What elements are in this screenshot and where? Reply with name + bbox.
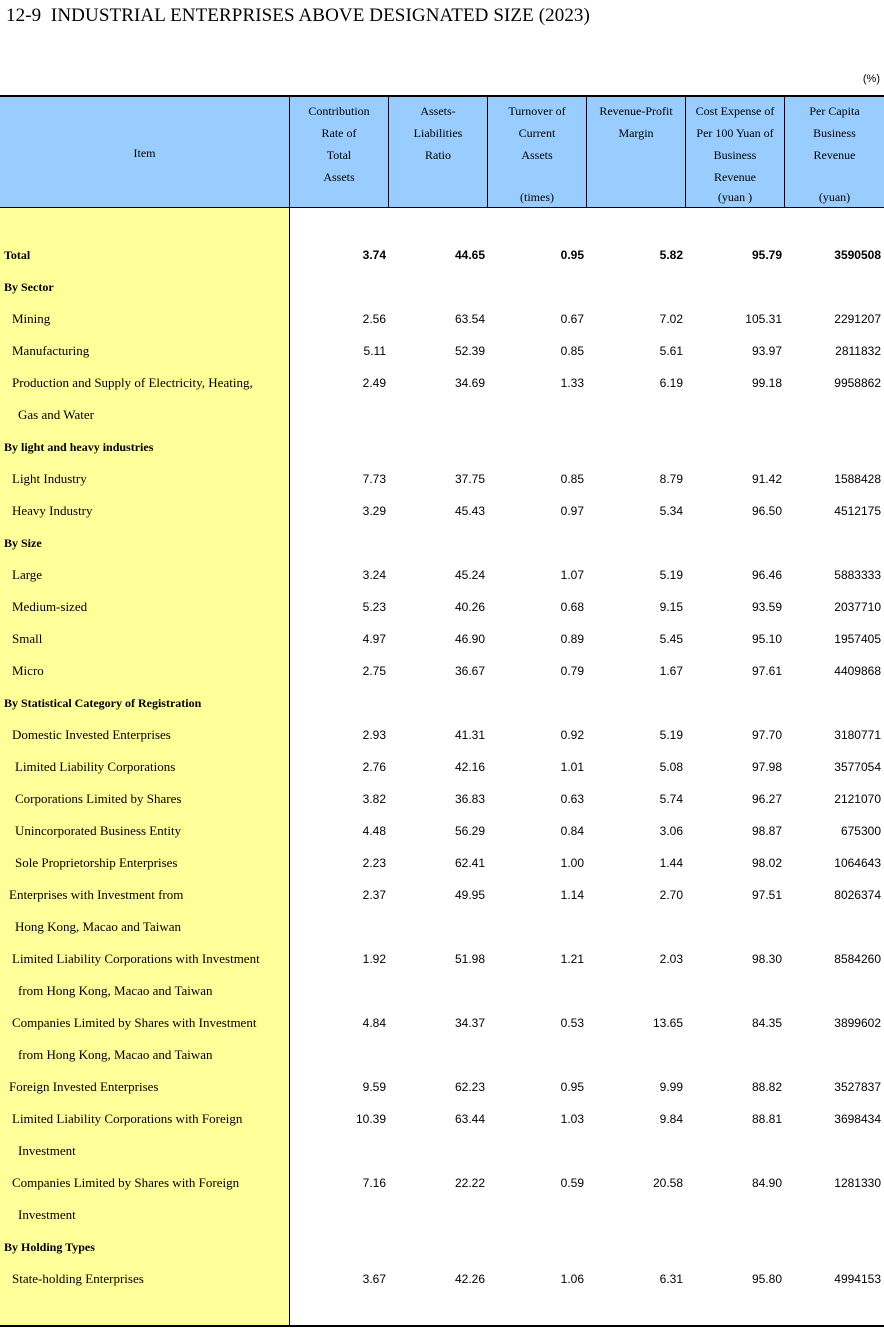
table-cell: 13.65: [652, 1016, 683, 1030]
table-cell: 3590508: [834, 248, 881, 262]
statistics-table: [0, 95, 884, 1327]
table-cell: 95.80: [751, 1272, 782, 1286]
row-label: Investment: [18, 1143, 76, 1158]
table-cell: 1957405: [834, 632, 881, 646]
table-row: [0, 1007, 884, 1039]
header-line: Total: [326, 148, 352, 162]
table-cell: 2.03: [659, 952, 683, 966]
table-cell: 1588428: [834, 472, 881, 486]
header-line: Liabilities: [413, 126, 463, 140]
table-cell: 98.87: [751, 824, 782, 838]
header-unit: (yuan): [818, 190, 851, 204]
table-cell: 49.95: [454, 888, 485, 902]
table-row: [0, 303, 884, 335]
table-cell: 5.45: [659, 632, 683, 646]
table-row: [0, 1103, 884, 1135]
table-cell: 0.92: [560, 728, 584, 742]
table-cell: 51.98: [454, 952, 485, 966]
table-cell: 3180771: [834, 728, 881, 742]
table-cell: 34.37: [454, 1016, 485, 1030]
table-cell: 1.44: [659, 856, 683, 870]
table-row: [0, 847, 884, 879]
section-heading-row: [0, 1231, 884, 1263]
row-label: Micro: [12, 663, 44, 678]
row-label: By Size: [4, 536, 42, 550]
table-cell: 34.69: [454, 376, 485, 390]
table-cell: 1281330: [834, 1176, 881, 1190]
table-row: [0, 751, 884, 783]
header-cost-expense: [686, 97, 784, 207]
table-cell: 45.43: [454, 504, 485, 518]
table-cell: 36.67: [454, 664, 485, 678]
table-bottom-rule: [0, 1325, 884, 1327]
table-cell: 3.82: [362, 792, 386, 806]
table-cell: 93.59: [751, 600, 782, 614]
table-cell: 1.03: [560, 1112, 584, 1126]
header-line: Revenue: [813, 148, 856, 162]
header-line: Margin: [618, 126, 654, 140]
table-cell: 42.26: [454, 1272, 485, 1286]
table-cell: 84.35: [751, 1016, 782, 1030]
table-cell: 0.84: [560, 824, 584, 838]
row-label: Limited Liability Corporations: [15, 759, 176, 774]
table-cell: 93.97: [751, 344, 782, 358]
header-line: Revenue: [714, 170, 756, 184]
table-cell: 2291207: [834, 312, 881, 326]
table-cell: 4.97: [362, 632, 386, 646]
header-line: Assets: [323, 170, 355, 184]
table-row: [0, 495, 884, 527]
table-cell: 5.08: [659, 760, 683, 774]
row-label: Large: [12, 567, 43, 582]
table-cell: 5.19: [659, 728, 683, 742]
table-cell: 105.31: [745, 312, 782, 326]
table-cell: 1.14: [560, 888, 584, 902]
table-cell: 97.61: [751, 664, 782, 678]
table-cell: 41.31: [454, 728, 485, 742]
table-cell: 1.92: [362, 952, 386, 966]
table-row: [0, 1071, 884, 1103]
table-cell: 3.74: [362, 248, 386, 262]
header-item-label: Item: [133, 146, 156, 160]
table-cell: 675300: [840, 824, 881, 838]
table-cell: 4994153: [834, 1272, 881, 1286]
table-cell: 1.67: [659, 664, 683, 678]
section-heading-row: [0, 527, 884, 559]
table-cell: 1.33: [560, 376, 584, 390]
table-cell: 1.00: [560, 856, 584, 870]
table-cell: 4.84: [362, 1016, 386, 1030]
table-cell: 10.39: [355, 1112, 386, 1126]
row-label: Corporations Limited by Shares: [15, 791, 182, 806]
row-label: Unincorporated Business Entity: [15, 823, 182, 838]
table-cell: 2.37: [362, 888, 386, 902]
table-cell: 5.19: [659, 568, 683, 582]
row-label: Domestic Invested Enterprises: [12, 727, 171, 742]
table-cell: 0.53: [560, 1016, 584, 1030]
table-cell: 9.15: [659, 600, 683, 614]
table-cell: 3698434: [834, 1112, 881, 1126]
row-label: from Hong Kong, Macao and Taiwan: [18, 1047, 213, 1062]
table-cell: 96.27: [751, 792, 782, 806]
table-cell: 1.01: [560, 760, 584, 774]
table-cell: 1.07: [560, 568, 584, 582]
table-row: [0, 591, 884, 623]
table-cell: 4409868: [834, 664, 881, 678]
header-line: Rate of: [321, 126, 357, 140]
row-label: Light Industry: [12, 471, 87, 486]
table-cell: 37.75: [454, 472, 485, 486]
table-cell: 1.06: [560, 1272, 584, 1286]
table-cell: 2.76: [362, 760, 386, 774]
header-unit: (times): [520, 190, 554, 204]
table-cell: 63.54: [454, 312, 485, 326]
header-line: Turnover of: [508, 104, 566, 118]
row-label: Limited Liability Corporations with Investment: [12, 951, 260, 966]
table-cell: 36.83: [454, 792, 485, 806]
table-cell: 4512175: [834, 504, 881, 518]
table-row: [0, 879, 884, 911]
continuation-row: [0, 911, 884, 943]
table-cell: 0.85: [560, 344, 584, 358]
table-cell: 3527837: [834, 1080, 881, 1094]
table-cell: 1064643: [834, 856, 881, 870]
table-cell: 0.85: [560, 472, 584, 486]
table-cell: 0.89: [560, 632, 584, 646]
table-cell: 7.16: [362, 1176, 386, 1190]
header-assets-liabilities: [389, 97, 487, 207]
table-cell: 1.21: [560, 952, 584, 966]
table-cell: 8.79: [659, 472, 683, 486]
row-label: Total: [4, 248, 31, 262]
header-line: Contribution: [308, 104, 370, 118]
table-cell: 2.70: [659, 888, 683, 902]
table-cell: 5.34: [659, 504, 683, 518]
row-label: Hong Kong, Macao and Taiwan: [15, 919, 182, 934]
table-cell: 2.56: [362, 312, 386, 326]
page-title: 12-9 INDUSTRIAL ENTERPRISES ABOVE DESIGNATED SIZE (2023): [6, 5, 590, 26]
table-cell: 9.99: [659, 1080, 683, 1094]
table-cell: 7.73: [362, 472, 386, 486]
table-cell: 0.95: [560, 1080, 584, 1094]
table-cell: 2.49: [362, 376, 386, 390]
continuation-row: [0, 1199, 884, 1231]
table-cell: 2037710: [834, 600, 881, 614]
table-cell: 3.29: [362, 504, 386, 518]
header-line: Assets-: [420, 104, 456, 118]
row-label: Limited Liability Corporations with Foreign: [12, 1111, 243, 1126]
table-row: [0, 463, 884, 495]
table-cell: 5.74: [659, 792, 683, 806]
table-row: [0, 815, 884, 847]
table-cell: 95.79: [751, 248, 782, 262]
row-label: Mining: [12, 311, 51, 326]
table-cell: 3.24: [362, 568, 386, 582]
row-label: Manufacturing: [12, 343, 90, 358]
header-revenue-profit: [587, 97, 685, 207]
header-turnover: [488, 97, 586, 207]
table-cell: 0.67: [560, 312, 584, 326]
section-heading-row: [0, 431, 884, 463]
table-cell: 62.23: [454, 1080, 485, 1094]
table-cell: 8026374: [834, 888, 881, 902]
table-row: [0, 239, 884, 271]
continuation-row: [0, 1039, 884, 1071]
table-row: [0, 655, 884, 687]
row-label: Medium-sized: [12, 599, 88, 614]
table-cell: 5883333: [834, 568, 881, 582]
table-cell: 6.19: [659, 376, 683, 390]
table-cell: 7.02: [659, 312, 683, 326]
table-cell: 9.84: [659, 1112, 683, 1126]
table-row: [0, 559, 884, 591]
table-cell: 2121070: [834, 792, 881, 806]
table-cell: 3577054: [834, 760, 881, 774]
header-line: Cost Expense of: [695, 104, 775, 118]
row-label: Sole Proprietorship Enterprises: [15, 855, 178, 870]
header-line: Ratio: [425, 148, 451, 162]
table-cell: 97.98: [751, 760, 782, 774]
row-label: Companies Limited by Shares with Investment: [12, 1015, 257, 1030]
table-cell: 3899602: [834, 1016, 881, 1030]
table-cell: 8584260: [834, 952, 881, 966]
unit-note: (%): [862, 73, 880, 85]
row-label: Gas and Water: [18, 407, 94, 422]
table-cell: 56.29: [454, 824, 485, 838]
table-cell: 6.31: [659, 1272, 683, 1286]
header-line: Business: [813, 126, 856, 140]
table-cell: 45.24: [454, 568, 485, 582]
row-label: Foreign Invested Enterprises: [9, 1079, 159, 1094]
row-label: from Hong Kong, Macao and Taiwan: [18, 983, 213, 998]
table-cell: 99.18: [751, 376, 782, 390]
table-cell: 98.02: [751, 856, 782, 870]
table-cell: 22.22: [454, 1176, 485, 1190]
row-label: By Holding Types: [4, 1240, 95, 1254]
table-row: [0, 335, 884, 367]
table-row: [0, 1167, 884, 1199]
continuation-row: [0, 399, 884, 431]
table-cell: 9958862: [834, 376, 881, 390]
header-line: Current: [518, 126, 556, 140]
table-cell: 0.79: [560, 664, 584, 678]
header-unit: (yuan ): [717, 190, 753, 204]
table-cell: 88.81: [751, 1112, 782, 1126]
table-cell: 0.97: [560, 504, 584, 518]
table-cell: 88.82: [751, 1080, 782, 1094]
table-cell: 42.16: [454, 760, 485, 774]
continuation-row: [0, 1135, 884, 1167]
row-label: Heavy Industry: [12, 503, 93, 518]
table-cell: 5.11: [363, 344, 386, 358]
table-row: [0, 623, 884, 655]
row-label: By light and heavy industries: [4, 440, 154, 454]
row-label: Enterprises with Investment from: [9, 887, 184, 902]
header-bottom-rule: [0, 207, 884, 208]
table-cell: 97.70: [751, 728, 782, 742]
header-per-capita: [785, 97, 884, 207]
table-cell: 52.39: [454, 344, 485, 358]
table-cell: 5.82: [659, 248, 683, 262]
table-cell: 91.42: [751, 472, 782, 486]
table-cell: 0.68: [560, 600, 584, 614]
table-cell: 46.90: [454, 632, 485, 646]
header-contribution-rate: [290, 97, 388, 207]
table-row: [0, 367, 884, 399]
continuation-row: [0, 975, 884, 1007]
table-cell: 96.46: [751, 568, 782, 582]
row-label: By Statistical Category of Registration: [4, 696, 202, 710]
row-label: Investment: [18, 1207, 76, 1222]
table-row: [0, 783, 884, 815]
table-row: [0, 1263, 884, 1295]
header-item: [0, 97, 289, 207]
header-line: Business: [713, 148, 757, 162]
row-label: By Sector: [4, 280, 54, 294]
table-cell: 96.50: [751, 504, 782, 518]
table-cell: 97.51: [751, 888, 782, 902]
table-cell: 95.10: [751, 632, 782, 646]
table-row: [0, 943, 884, 975]
header-line: Per 100 Yuan of: [696, 126, 774, 140]
table-cell: 2.93: [362, 728, 386, 742]
table-cell: 84.90: [751, 1176, 782, 1190]
table-cell: 5.61: [659, 344, 683, 358]
table-cell: 63.44: [454, 1112, 485, 1126]
table-cell: 9.59: [362, 1080, 386, 1094]
table-cell: 0.95: [560, 248, 584, 262]
table-cell: 2811832: [835, 344, 881, 358]
table-cell: 20.58: [652, 1176, 683, 1190]
table-row: [0, 719, 884, 751]
table-cell: 62.41: [454, 856, 485, 870]
table-cell: 3.06: [659, 824, 683, 838]
table-cell: 44.65: [454, 248, 485, 262]
table-cell: 3.67: [362, 1272, 386, 1286]
table-cell: 4.48: [362, 824, 386, 838]
table-cell: 0.59: [560, 1176, 584, 1190]
table-cell: 2.75: [362, 664, 386, 678]
table-cell: 40.26: [454, 600, 485, 614]
row-label: Small: [12, 631, 43, 646]
section-heading-row: [0, 271, 884, 303]
header-line: Assets: [521, 148, 553, 162]
row-label: State-holding Enterprises: [12, 1271, 144, 1286]
table-cell: 98.30: [751, 952, 782, 966]
header-line: Per Capita: [809, 104, 860, 118]
header-line: Revenue-Profit: [599, 104, 673, 118]
table-cell: 0.63: [560, 792, 584, 806]
table-cell: 2.23: [362, 856, 386, 870]
table-cell: 5.23: [362, 600, 386, 614]
row-label: Production and Supply of Electricity, Heating,: [12, 375, 253, 390]
row-label: Companies Limited by Shares with Foreign: [12, 1175, 240, 1190]
section-heading-row: [0, 687, 884, 719]
